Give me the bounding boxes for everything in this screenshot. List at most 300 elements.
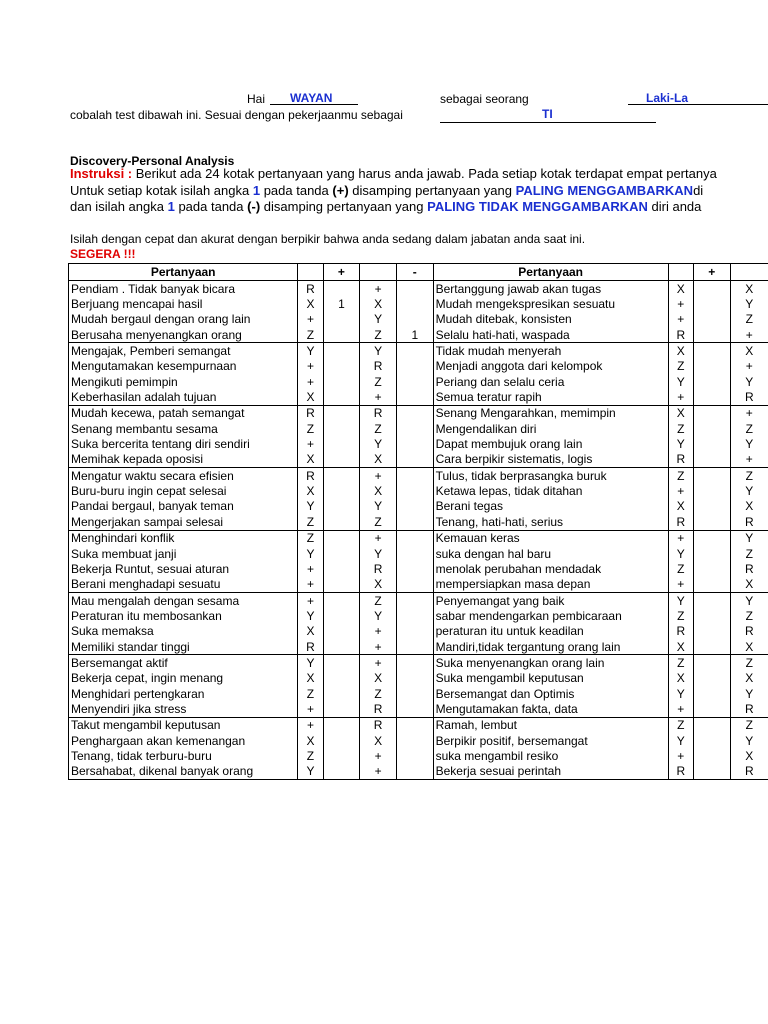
answer-plus-left[interactable] <box>323 436 360 451</box>
answer-plus-right[interactable] <box>693 359 730 374</box>
instr-most: PALING MENGGAMBARKAN <box>515 183 694 198</box>
letter-right: R <box>668 514 693 530</box>
questionnaire-table <box>68 263 768 780</box>
answer-plus-right[interactable] <box>693 436 730 451</box>
answer-minus-left[interactable] <box>396 436 433 451</box>
letter-left-2: + <box>360 389 397 405</box>
letter-left: Z <box>298 421 323 436</box>
question-left: Bekerja cepat, ingin menang <box>69 671 298 686</box>
question-right: Tenang, hati-hati, serius <box>433 514 668 530</box>
answer-minus-left[interactable] <box>396 343 433 359</box>
answer-plus-left[interactable] <box>323 748 360 763</box>
table-row <box>69 452 768 468</box>
letter-left: + <box>298 577 323 593</box>
instruction-text-1: Berikut ada 24 kotak pertanyaan yang harus anda jawab. Pada setiap kotak terdapat empat pertanya <box>135 166 717 181</box>
answer-plus-right[interactable] <box>693 624 730 639</box>
table-row <box>69 717 768 733</box>
table-row <box>69 624 768 639</box>
answer-plus-left[interactable] <box>323 281 360 297</box>
letter-right-2: Z <box>730 655 768 671</box>
letter-left: X <box>298 452 323 468</box>
answer-plus-left[interactable] <box>323 327 360 343</box>
answer-minus-left[interactable] <box>396 359 433 374</box>
answer-plus-left[interactable] <box>323 717 360 733</box>
answer-minus-left[interactable] <box>396 748 433 763</box>
question-right: Dapat membujuk orang lain <box>433 436 668 451</box>
letter-left: Z <box>298 327 323 343</box>
letter-left: Z <box>298 514 323 530</box>
instr-2a: Untuk setiap kotak isilah angka <box>70 183 250 198</box>
question-right: Bekerja sesuai perintah <box>433 764 668 780</box>
question-left: Mau mengalah dengan sesama <box>69 592 298 608</box>
job-value[interactable]: TI <box>542 107 553 121</box>
question-right: peraturan itu untuk keadilan <box>433 624 668 639</box>
letter-left-2: + <box>360 624 397 639</box>
answer-minus-left[interactable] <box>396 671 433 686</box>
letter-right-2: Y <box>730 296 768 311</box>
answer-plus-left[interactable] <box>323 546 360 561</box>
letter-right: Y <box>668 733 693 748</box>
letter-right-2: Z <box>730 468 768 484</box>
letter-right-2: R <box>730 764 768 780</box>
letter-left-2: + <box>360 764 397 780</box>
header-question-left: Pertanyaan <box>69 264 298 281</box>
answer-plus-left[interactable] <box>323 655 360 671</box>
table-header-row <box>69 264 768 281</box>
letter-right: X <box>668 405 693 421</box>
answer-plus-right[interactable] <box>693 374 730 389</box>
answer-minus-left[interactable] <box>396 312 433 327</box>
answer-minus-left[interactable] <box>396 281 433 297</box>
question-right: Kemauan keras <box>433 530 668 546</box>
answer-plus-right[interactable] <box>693 468 730 484</box>
answer-plus-right[interactable] <box>693 452 730 468</box>
letter-right-2: X <box>730 343 768 359</box>
header-letter-right-2 <box>730 264 768 281</box>
table-row <box>69 655 768 671</box>
question-right: Periang dan selalu ceria <box>433 374 668 389</box>
instr-plus: (+) <box>332 183 349 198</box>
letter-right: + <box>668 389 693 405</box>
table-row <box>69 281 768 297</box>
answer-plus-right[interactable] <box>693 530 730 546</box>
question-right: Ramah, lembut <box>433 717 668 733</box>
letter-left: + <box>298 312 323 327</box>
answer-plus-left[interactable] <box>323 671 360 686</box>
letter-left: + <box>298 374 323 389</box>
question-right: menolak perubahan mendadak <box>433 561 668 576</box>
table-row <box>69 764 768 780</box>
question-left: Mengutamakan kesempurnaan <box>69 359 298 374</box>
question-right: Cara berpikir sistematis, logis <box>433 452 668 468</box>
table-row <box>69 514 768 530</box>
table-row <box>69 530 768 546</box>
letter-right-2: R <box>730 389 768 405</box>
answer-plus-left[interactable] <box>323 624 360 639</box>
letter-right: Z <box>668 561 693 576</box>
letter-left: + <box>298 359 323 374</box>
table-row <box>69 405 768 421</box>
answer-plus-left[interactable] <box>323 421 360 436</box>
answer-minus-left[interactable] <box>396 405 433 421</box>
letter-left-2: Z <box>360 421 397 436</box>
instr-one: 1 <box>252 183 261 198</box>
answer-plus-left[interactable] <box>323 374 360 389</box>
letter-right: + <box>668 701 693 717</box>
answer-plus-right[interactable] <box>693 701 730 717</box>
answer-plus-left[interactable] <box>323 577 360 593</box>
gender-underline <box>628 104 768 105</box>
job-underline <box>440 122 656 123</box>
letter-left-2: X <box>360 452 397 468</box>
instr-3a: dan isilah angka <box>70 199 164 214</box>
header-letter-left <box>298 264 323 281</box>
table-row <box>69 343 768 359</box>
letter-left: X <box>298 624 323 639</box>
table-row <box>69 499 768 514</box>
letter-left: R <box>298 639 323 655</box>
answer-minus-left[interactable] <box>396 421 433 436</box>
answer-plus-right[interactable] <box>693 343 730 359</box>
letter-right: X <box>668 343 693 359</box>
table-row <box>69 592 768 608</box>
letter-left-2: Z <box>360 327 397 343</box>
question-left: Mengerjakan sampai selesai <box>69 514 298 530</box>
question-right: Suka mengambil keputusan <box>433 671 668 686</box>
letter-right: Z <box>668 421 693 436</box>
table-row <box>69 748 768 763</box>
answer-plus-left[interactable] <box>323 701 360 717</box>
answer-plus-right[interactable] <box>693 281 730 297</box>
instr-least: PALING TIDAK MENGGAMBARKAN <box>427 199 648 214</box>
answer-plus-right[interactable] <box>693 389 730 405</box>
answer-minus-left[interactable] <box>396 468 433 484</box>
question-left: Peraturan itu membosankan <box>69 608 298 623</box>
letter-left-2: Y <box>360 499 397 514</box>
answer-plus-right[interactable] <box>693 655 730 671</box>
letter-left-2: + <box>360 655 397 671</box>
answer-plus-right[interactable] <box>693 405 730 421</box>
letter-right: R <box>668 764 693 780</box>
letter-right-2: R <box>730 701 768 717</box>
letter-left-2: Z <box>360 686 397 701</box>
letter-right-2: Y <box>730 592 768 608</box>
letter-left: + <box>298 717 323 733</box>
instruction-label: Instruksi : <box>70 166 133 181</box>
letter-left: X <box>298 671 323 686</box>
answer-minus-left[interactable] <box>396 639 433 655</box>
header-question-right: Pertanyaan <box>433 264 668 281</box>
letter-right: + <box>668 577 693 593</box>
instruction-line-2 <box>70 183 703 199</box>
answer-plus-right[interactable] <box>693 312 730 327</box>
letter-right: + <box>668 312 693 327</box>
answer-minus-left[interactable] <box>396 389 433 405</box>
letter-left-2: Y <box>360 343 397 359</box>
header-plus-left: + <box>323 264 360 281</box>
question-right: Berpikir positif, bersemangat <box>433 733 668 748</box>
letter-right-2: X <box>730 499 768 514</box>
question-left: Suka membuat janji <box>69 546 298 561</box>
answer-plus-left[interactable] <box>323 514 360 530</box>
letter-left-2: Y <box>360 436 397 451</box>
letter-right: Y <box>668 374 693 389</box>
table-row <box>69 671 768 686</box>
question-right: Berani tegas <box>433 499 668 514</box>
letter-right: Z <box>668 359 693 374</box>
letter-left: X <box>298 296 323 311</box>
answer-plus-right[interactable] <box>693 327 730 343</box>
letter-right: R <box>668 327 693 343</box>
answer-minus-left[interactable]: 1 <box>396 327 433 343</box>
question-right: Menjadi anggota dari kelompok <box>433 359 668 374</box>
table-row <box>69 608 768 623</box>
instr-2d: di <box>693 183 704 198</box>
letter-right: Y <box>668 546 693 561</box>
letter-left-2: X <box>360 577 397 593</box>
answer-plus-left[interactable] <box>323 592 360 608</box>
letter-left-2: X <box>360 671 397 686</box>
answer-minus-left[interactable] <box>396 499 433 514</box>
question-right: Ketawa lepas, tidak ditahan <box>433 483 668 498</box>
table-row <box>69 359 768 374</box>
question-right: Mudah ditebak, konsisten <box>433 312 668 327</box>
table-row <box>69 546 768 561</box>
question-left: Mengikuti pemimpin <box>69 374 298 389</box>
answer-plus-right[interactable] <box>693 592 730 608</box>
answer-plus-left[interactable] <box>323 499 360 514</box>
letter-left: Y <box>298 608 323 623</box>
answer-minus-left[interactable] <box>396 483 433 498</box>
answer-plus-left[interactable] <box>323 561 360 576</box>
table-row <box>69 327 768 343</box>
answer-plus-right[interactable] <box>693 717 730 733</box>
letter-right-2: Z <box>730 546 768 561</box>
question-right: Penyemangat yang baik <box>433 592 668 608</box>
letter-left-2: R <box>360 717 397 733</box>
letter-right-2: X <box>730 748 768 763</box>
instruction-line-1 <box>70 166 717 182</box>
answer-minus-left[interactable] <box>396 701 433 717</box>
instr-3c: disamping pertanyaan yang <box>263 199 424 214</box>
letter-left: Y <box>298 499 323 514</box>
answer-plus-right[interactable] <box>693 608 730 623</box>
letter-left: R <box>298 281 323 297</box>
letter-right-2: X <box>730 281 768 297</box>
question-right: sabar mendengarkan pembicaraan <box>433 608 668 623</box>
answer-minus-left[interactable] <box>396 452 433 468</box>
letter-right-2: + <box>730 405 768 421</box>
letter-right-2: X <box>730 671 768 686</box>
question-right: suka dengan hal baru <box>433 546 668 561</box>
answer-plus-right[interactable] <box>693 296 730 311</box>
answer-minus-left[interactable] <box>396 561 433 576</box>
question-right: Semua teratur rapih <box>433 389 668 405</box>
letter-right-2: R <box>730 561 768 576</box>
table-row <box>69 561 768 576</box>
table-row <box>69 374 768 389</box>
question-left: Memiliki standar tinggi <box>69 639 298 655</box>
letter-right-2: Z <box>730 608 768 623</box>
question-right: suka mengambil resiko <box>433 748 668 763</box>
letter-left-2: Y <box>360 312 397 327</box>
question-right: Bertanggung jawab akan tugas <box>433 281 668 297</box>
answer-plus-left[interactable] <box>323 389 360 405</box>
answer-plus-left[interactable] <box>323 468 360 484</box>
question-left: Takut mengambil keputusan <box>69 717 298 733</box>
letter-left: R <box>298 468 323 484</box>
gender-value[interactable]: Laki-La <box>646 91 689 105</box>
answer-plus-right[interactable] <box>693 499 730 514</box>
letter-left-2: + <box>360 530 397 546</box>
letter-right: X <box>668 671 693 686</box>
answer-plus-left[interactable] <box>323 733 360 748</box>
answer-plus-right[interactable] <box>693 748 730 763</box>
letter-right-2: Z <box>730 717 768 733</box>
answer-plus-left[interactable] <box>323 530 360 546</box>
question-left: Penghargaan akan kemenangan <box>69 733 298 748</box>
answer-minus-left[interactable] <box>396 733 433 748</box>
answer-minus-left[interactable] <box>396 624 433 639</box>
letter-right: X <box>668 639 693 655</box>
letter-left-2: Z <box>360 514 397 530</box>
header-letter-right <box>668 264 693 281</box>
table-row <box>69 436 768 451</box>
question-left: Menghindari konflik <box>69 530 298 546</box>
answer-plus-right[interactable] <box>693 577 730 593</box>
letter-left: + <box>298 561 323 576</box>
letter-right-2: R <box>730 624 768 639</box>
question-left: Bersemangat aktif <box>69 655 298 671</box>
letter-left: + <box>298 436 323 451</box>
answer-minus-left[interactable] <box>396 514 433 530</box>
letter-right: Y <box>668 592 693 608</box>
answer-minus-left[interactable] <box>396 592 433 608</box>
letter-right-2: + <box>730 452 768 468</box>
letter-right-2: Y <box>730 436 768 451</box>
letter-left: Z <box>298 530 323 546</box>
answer-plus-right[interactable] <box>693 546 730 561</box>
letter-right-2: X <box>730 577 768 593</box>
question-left: Menghidari pertengkaran <box>69 686 298 701</box>
question-right: Mengendalikan diri <box>433 421 668 436</box>
answer-plus-right[interactable] <box>693 686 730 701</box>
letter-left-2: Z <box>360 592 397 608</box>
question-left: Pendiam . Tidak banyak bicara <box>69 281 298 297</box>
question-right: Senang Mengarahkan, memimpin <box>433 405 668 421</box>
question-right: Bersemangat dan Optimis <box>433 686 668 701</box>
letter-right: Z <box>668 655 693 671</box>
question-left: Berusaha menyenangkan orang <box>69 327 298 343</box>
instr-2c: disamping pertanyaan yang <box>352 183 513 198</box>
table-row <box>69 733 768 748</box>
letter-left-2: X <box>360 483 397 498</box>
instruction-line-3 <box>70 199 701 215</box>
answer-plus-left[interactable] <box>323 686 360 701</box>
letter-left: + <box>298 592 323 608</box>
question-left: Keberhasilan adalah tujuan <box>69 389 298 405</box>
letter-left: R <box>298 405 323 421</box>
answer-minus-left[interactable] <box>396 764 433 780</box>
answer-plus-right[interactable] <box>693 561 730 576</box>
letter-right-2: + <box>730 327 768 343</box>
answer-plus-left[interactable] <box>323 639 360 655</box>
letter-right: + <box>668 483 693 498</box>
question-right: Tidak mudah menyerah <box>433 343 668 359</box>
answer-plus-left[interactable] <box>323 343 360 359</box>
letter-right-2: Y <box>730 686 768 701</box>
answer-plus-left[interactable] <box>323 483 360 498</box>
header-plus-right: + <box>693 264 730 281</box>
answer-plus-right[interactable] <box>693 671 730 686</box>
answer-plus-left[interactable]: 1 <box>323 296 360 311</box>
answer-minus-left[interactable] <box>396 546 433 561</box>
answer-plus-right[interactable] <box>693 421 730 436</box>
answer-plus-right[interactable] <box>693 764 730 780</box>
letter-left: X <box>298 483 323 498</box>
question-right: Mengutamakan fakta, data <box>433 701 668 717</box>
table-row <box>69 639 768 655</box>
answer-minus-left[interactable] <box>396 608 433 623</box>
answer-plus-right[interactable] <box>693 514 730 530</box>
question-left: Senang membantu sesama <box>69 421 298 436</box>
letter-left-2: R <box>360 561 397 576</box>
answer-minus-left[interactable] <box>396 374 433 389</box>
answer-minus-left[interactable] <box>396 717 433 733</box>
question-left: Tenang, tidak terburu-buru <box>69 748 298 763</box>
table-row <box>69 421 768 436</box>
answer-plus-left[interactable] <box>323 764 360 780</box>
answer-minus-left[interactable] <box>396 530 433 546</box>
letter-left: Y <box>298 343 323 359</box>
question-right: Selalu hati-hati, waspada <box>433 327 668 343</box>
answer-minus-left[interactable] <box>396 577 433 593</box>
answer-plus-left[interactable] <box>323 608 360 623</box>
answer-plus-left[interactable] <box>323 452 360 468</box>
answer-plus-left[interactable] <box>323 312 360 327</box>
letter-left: X <box>298 389 323 405</box>
answer-minus-left[interactable] <box>396 655 433 671</box>
answer-plus-left[interactable] <box>323 405 360 421</box>
letter-right: Y <box>668 436 693 451</box>
letter-right: Y <box>668 686 693 701</box>
letter-right-2: R <box>730 514 768 530</box>
answer-plus-left[interactable] <box>323 359 360 374</box>
letter-right-2: Y <box>730 374 768 389</box>
name-value[interactable]: WAYAN <box>290 91 333 105</box>
question-right: Mudah mengekspresikan sesuatu <box>433 296 668 311</box>
question-left: Mudah kecewa, patah semangat <box>69 405 298 421</box>
question-left: Bekerja Runtut, sesuai aturan <box>69 561 298 576</box>
answer-plus-right[interactable] <box>693 733 730 748</box>
answer-minus-left[interactable] <box>396 686 433 701</box>
question-left: Pandai bergaul, banyak teman <box>69 499 298 514</box>
answer-plus-right[interactable] <box>693 483 730 498</box>
line2-text: cobalah test dibawah ini. Sesuai dengan pekerjaanmu sebagai <box>70 108 403 122</box>
answer-minus-left[interactable] <box>396 296 433 311</box>
instr-3d: diri anda <box>651 199 702 214</box>
letter-right-2: X <box>730 639 768 655</box>
instr-2b: pada tanda <box>263 183 329 198</box>
question-right: mempersiapkan masa depan <box>433 577 668 593</box>
letter-right-2: Y <box>730 483 768 498</box>
letter-right: R <box>668 452 693 468</box>
table-row <box>69 701 768 717</box>
letter-left-2: + <box>360 748 397 763</box>
note-text: Isilah dengan cepat dan akurat dengan berpikir bahwa anda sedang dalam jabatan anda saat ini. <box>70 232 586 246</box>
answer-plus-right[interactable] <box>693 639 730 655</box>
letter-right: X <box>668 499 693 514</box>
